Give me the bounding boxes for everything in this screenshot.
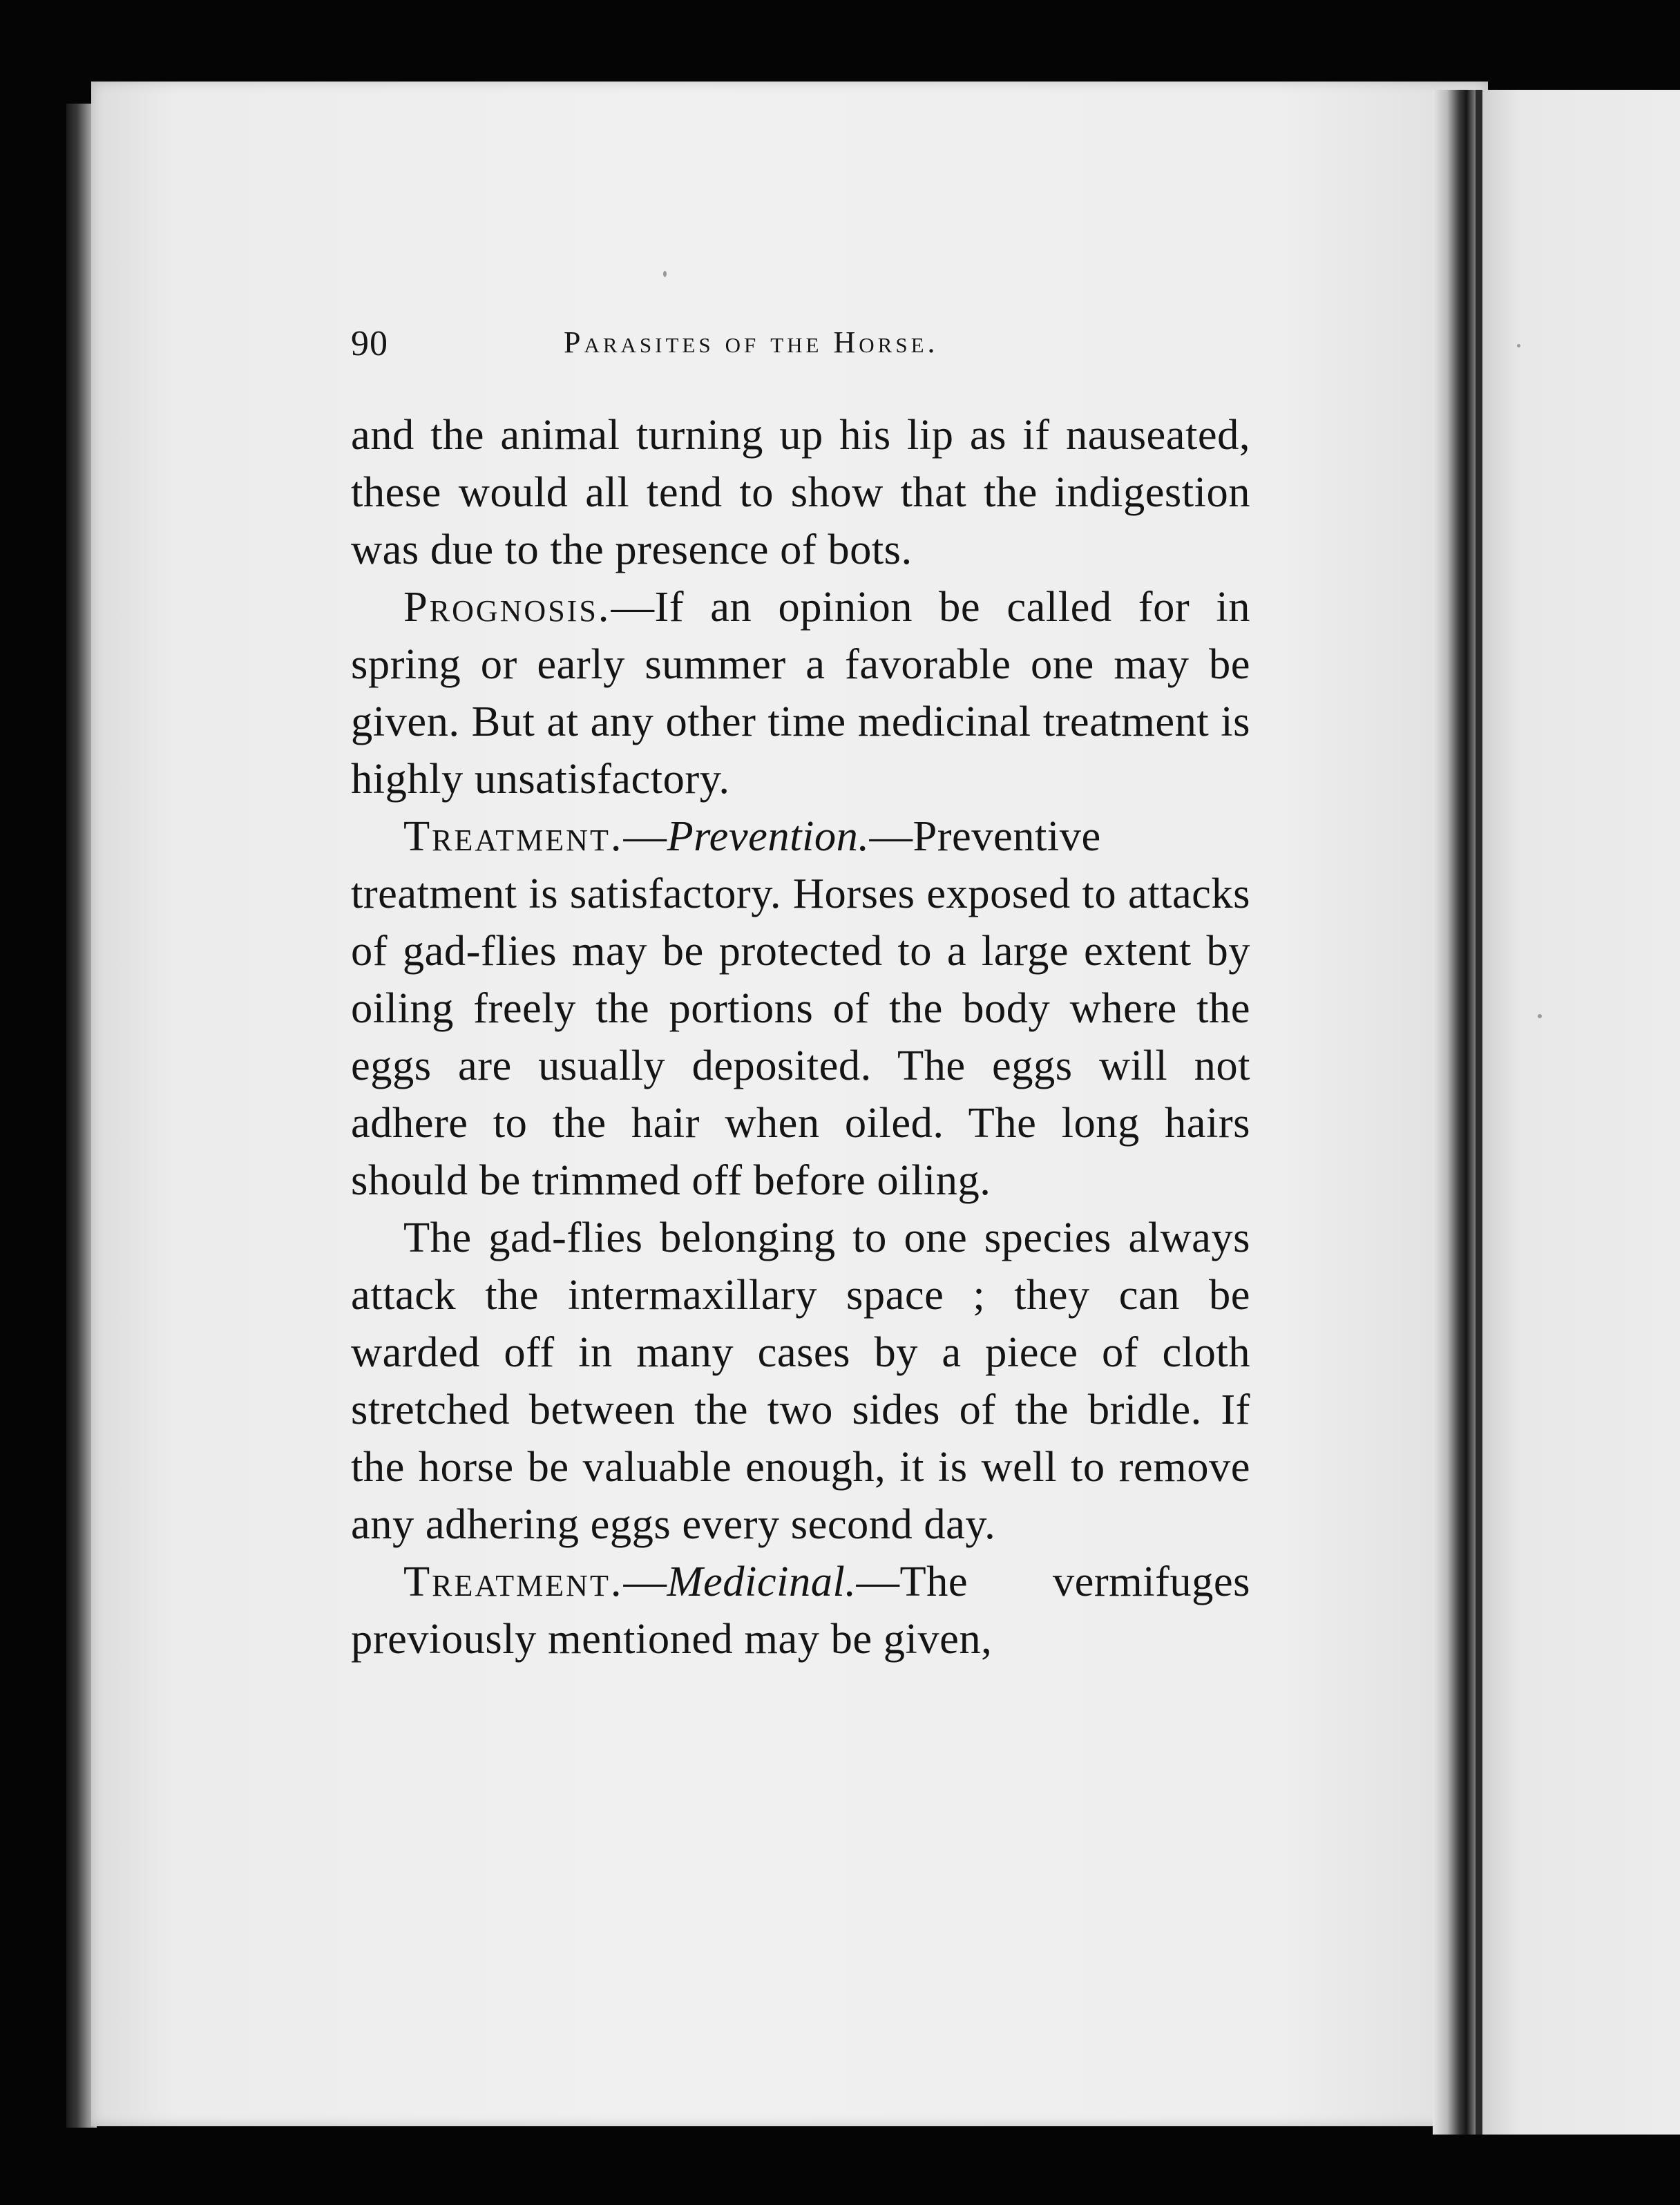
paper-speck <box>1538 1014 1542 1018</box>
facing-page-fold <box>1476 90 1482 2135</box>
paragraph-treatment-medicinal <box>351 1553 1250 1668</box>
running-header <box>351 323 1574 379</box>
book-gutter <box>1433 90 1481 2135</box>
paragraph-gad-flies <box>351 1209 1250 1553</box>
paper-speck <box>663 271 667 277</box>
section-label: Prognosis. <box>403 582 611 631</box>
section-label: Treatment. <box>403 1557 624 1605</box>
paragraph-continuation <box>351 406 1250 578</box>
em-dash: — <box>623 1557 667 1605</box>
paragraph-text: Preventive treatment is satisfactory. Horses exposed to attacks of gad-flies may be protected to a large extent by oiling freely the portions of the body where the eggs are usually deposited. The eggs will not adhere to the hair when oiled. The long hairs should be trimmed off before oiling. <box>351 812 1250 1204</box>
paragraph-text: The vermifuges previously mentioned may be given, <box>351 1557 1250 1663</box>
em-dash: — <box>856 1557 900 1605</box>
paragraph-prognosis <box>351 578 1250 808</box>
running-head: Parasites of the Horse. <box>564 325 939 359</box>
paragraph-text: The gad-flies belonging to one species always attack the intermaxillary space ; they can be warded off in many cases by a piece of cloth stretched between the two sides of the bridle. If the horse be valuable enough, it is well to remove any adhering eggs every second day. <box>351 1213 1250 1548</box>
body-text <box>351 406 1250 1668</box>
em-dash: — <box>611 582 655 631</box>
paragraph-text: If an opinion be called for in spring or early summer a favorable one may be given. But at any other time medicinal treatment is highly unsatisfactory. <box>351 582 1250 803</box>
paragraph-text: and the animal turning up his lip as if nauseated, these would all tend to show that the indigestion was due to the presence of bots. <box>351 410 1250 573</box>
section-label: Treatment. <box>403 812 624 860</box>
em-dash: — <box>623 812 667 860</box>
subsection-label: Prevention. <box>667 812 870 860</box>
facing-page-edge <box>1480 90 1680 2135</box>
paragraph-treatment-prevention <box>351 808 1250 1209</box>
em-dash: — <box>869 812 913 860</box>
subsection-label: Medicinal. <box>667 1557 857 1605</box>
page-number: 90 <box>351 324 388 363</box>
